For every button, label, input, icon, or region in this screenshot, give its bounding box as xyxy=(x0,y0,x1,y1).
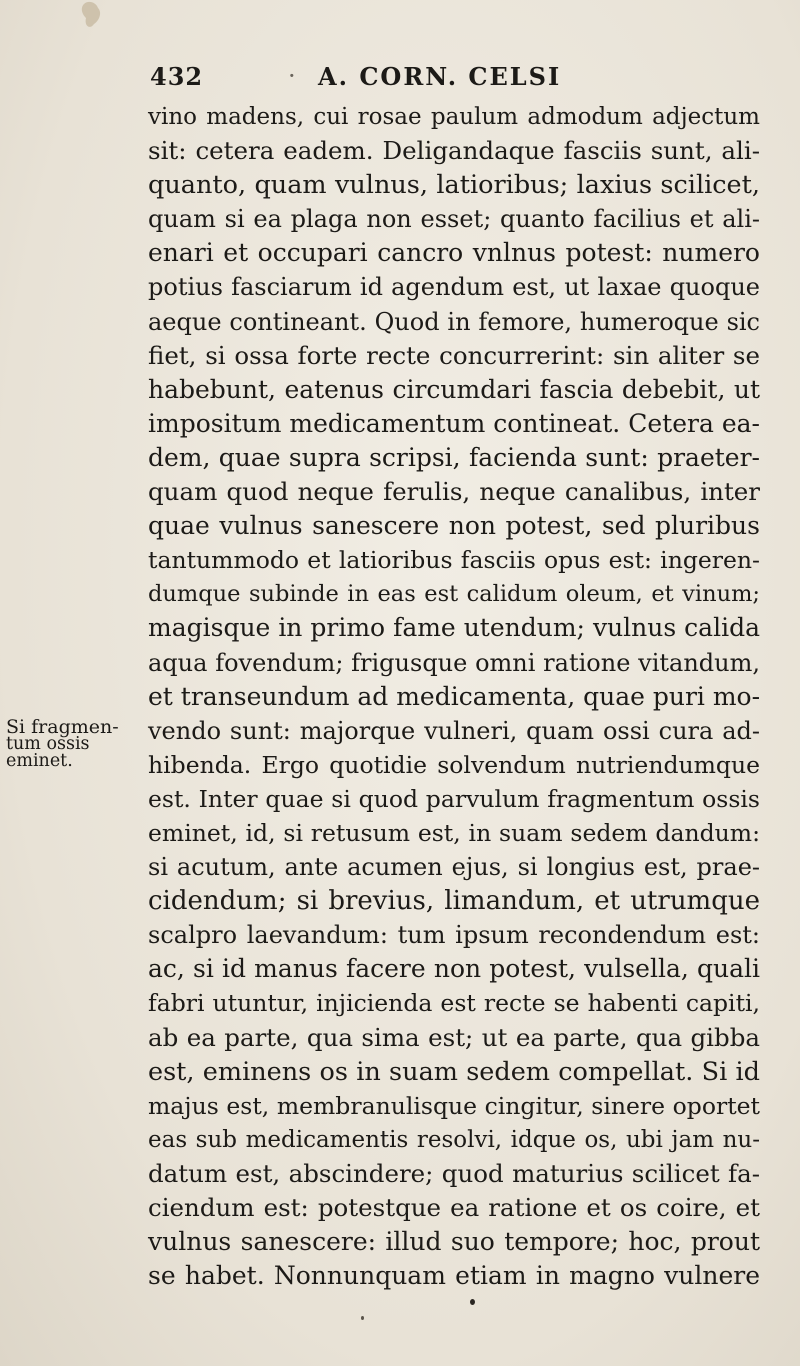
text-line: et transeundum ad medicamenta, quae puri mo- xyxy=(148,681,761,711)
text-line: datum est, abscindere; quod maturius scilicet fa- xyxy=(148,1158,760,1188)
paper-speck xyxy=(361,1316,364,1320)
header-separator: · xyxy=(288,62,297,90)
text-line: quae vulnus sanescere non potest, sed pluribus xyxy=(148,511,760,541)
text-line: magisque in primo fame utendum; vulnus calida xyxy=(148,613,760,643)
paper-speck xyxy=(470,1299,475,1305)
text-line: fiet, si ossa forte recte concurrerint: sin aliter se xyxy=(148,340,760,370)
text-line: ab ea parte, qua sima est; ut ea parte, qua gibba xyxy=(148,1022,760,1052)
text-line: quam si ea plaga non esset; quanto facilius et ali- xyxy=(148,205,760,234)
text-line: se habet. Nonnunquam etiam in magno vulnere xyxy=(148,1261,760,1291)
body-text xyxy=(148,100,760,1293)
text-line: eas sub medicamentis resolvi, idque os, ubi jam nu- xyxy=(148,1126,760,1153)
text-line: si acutum, ante acumen ejus, si longius est, prae- xyxy=(148,853,760,882)
margin-note-line: eminet. xyxy=(6,751,73,771)
text-line: enari et occupari cancro vnlnus potest: numero xyxy=(148,238,760,268)
text-line: aqua fovendum; frigusque omni ratione vitandum, xyxy=(148,648,760,677)
text-line: scalpro laevandum: tum ipsum recondendum est: xyxy=(148,921,760,950)
text-line: aeque contineant. Quod in femore, humeroque sic xyxy=(148,307,760,336)
text-line: vino madens, cui rosae paulum admodum adjectum xyxy=(148,104,760,130)
text-line: fabri utuntur, injicienda est recte se habenti capiti, xyxy=(148,989,760,1018)
ink-blot xyxy=(78,0,106,32)
text-line: majus est, membranulisque cingitur, sinere oportet xyxy=(148,1091,760,1120)
text-line: dem, quae supra scripsi, facienda sunt: praeter- xyxy=(148,442,760,472)
text-line: quam quod neque ferulis, neque canalibus, inter xyxy=(148,477,760,507)
text-line: vulnus sanescere: illud suo tempore; hoc, prout xyxy=(148,1227,760,1257)
text-line: impositum medicamentum contineat. Cetera ea- xyxy=(148,408,760,438)
text-line: dumque subinde in eas est calidum oleum, et vinum; xyxy=(148,581,760,608)
text-line: cidendum; si brevius, limandum, et utrumque xyxy=(148,886,760,917)
text-line: quanto, quam vulnus, latioribus; laxius scilicet, xyxy=(148,170,760,201)
text-line: tantummodo et latioribus fasciis opus est: ingeren- xyxy=(148,546,760,575)
text-line: potius fasciarum id agendum est, ut laxae quoque xyxy=(148,273,760,302)
text-line: hibenda. Ergo quotidie solvendum nutriendumque xyxy=(148,750,760,779)
running-head: A. CORN. CELSI xyxy=(318,62,562,91)
text-line: sit: cetera eadem. Deligandaque fasciis sunt, ali- xyxy=(148,136,760,166)
margin-note-line: Si fragmen- xyxy=(6,716,119,738)
text-line: est, eminens os in suam sedem compellat. Si id xyxy=(148,1056,760,1087)
text-line: est. Inter quae si quod parvulum fragmentum ossis xyxy=(148,784,760,813)
text-line: ac, si id manus facere non potest, vulsella, quali xyxy=(148,954,760,984)
text-line: eminet, id, si retusum est, in suam sedem dandum: xyxy=(148,818,760,847)
page-header xyxy=(150,62,790,92)
page-number: 432 xyxy=(150,62,204,91)
text-line: vendo sunt: majorque vulneri, quam ossi cura ad- xyxy=(148,716,760,745)
margin-note xyxy=(6,710,146,770)
text-line: habebunt, eatenus circumdari fascia debebit, ut xyxy=(148,374,760,404)
margin-note-line: tum ossis xyxy=(6,734,90,754)
text-line: ciendum est: potestque ea ratione et os coire, et xyxy=(148,1193,760,1222)
